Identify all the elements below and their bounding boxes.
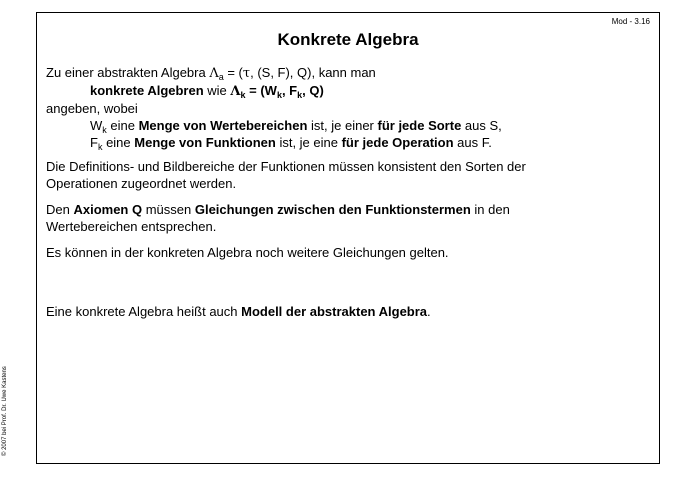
text: ist, je eine [275,135,342,150]
paragraph-further-equations: Es können in der konkreten Algebra noch weitere Gleichungen gelten. [46,245,449,260]
angeben-line: angeben, wobei [46,101,138,116]
page-id: Mod - 3.16 [611,17,650,26]
text-line: Wertebereichen entsprechen. [46,219,217,234]
text: = (W [245,83,277,98]
text: in den [470,202,510,217]
tau-symbol: τ [242,66,251,81]
bold-term: Gleichungen zwischen den Funktionstermen [194,202,471,217]
text: wie [203,83,231,98]
bold-term: Menge von Funktionen [134,135,276,150]
subscript: a [218,72,224,82]
bold-term: Axiomen Q [73,202,143,217]
copyright-note: © 2007 bei Prof. Dr. Uwe Kastens [2,366,8,456]
text: , Q) [302,83,324,98]
text: eine [106,118,139,133]
text: F [90,135,98,150]
lambda-symbol: Λ [230,84,241,99]
lambda-symbol: Λ [209,66,219,81]
paragraph-model [46,303,646,320]
concrete-algebra-line [46,82,646,100]
subscript: k [276,90,282,100]
bold-term: Modell der abstrakten Algebra [241,304,428,319]
bold-term: für jede Operation [341,135,454,150]
text: , (S, F), Q), kann man [250,65,376,80]
text: = ( [223,65,243,80]
text: . [427,304,431,319]
text-line: Operationen zugeordnet werden. [46,176,237,191]
text-line: Die Definitions- und Bildbereiche der Funktionen müssen konsistent den Sorten der [46,159,526,174]
text: aus F. [453,135,492,150]
text: müssen [142,202,195,217]
text: aus S, [461,118,502,133]
intro-text: Zu einer abstrakten Algebra [46,65,210,80]
text: Den [46,202,74,217]
wk-line [46,117,646,134]
intro-line [46,64,646,82]
bold-term: konkrete Algebren [90,83,204,98]
text-line [46,201,646,218]
fk-line [46,134,646,151]
subscript: k [297,90,303,100]
subscript: k [97,142,103,152]
slide-content [46,64,646,320]
text: Eine konkrete Algebra heißt auch [46,304,242,319]
bold-term: für jede Sorte [377,118,462,133]
text: , F [281,83,298,98]
subscript: k [240,90,246,100]
paragraph-definitions [46,158,646,192]
paragraph-axioms [46,201,646,235]
text: eine [102,135,135,150]
bold-term: Menge von Wertebereichen [138,118,308,133]
text: W [90,118,103,133]
text: ist, je einer [307,118,378,133]
slide-title: Konkrete Algebra [277,30,419,49]
subscript: k [102,125,107,135]
